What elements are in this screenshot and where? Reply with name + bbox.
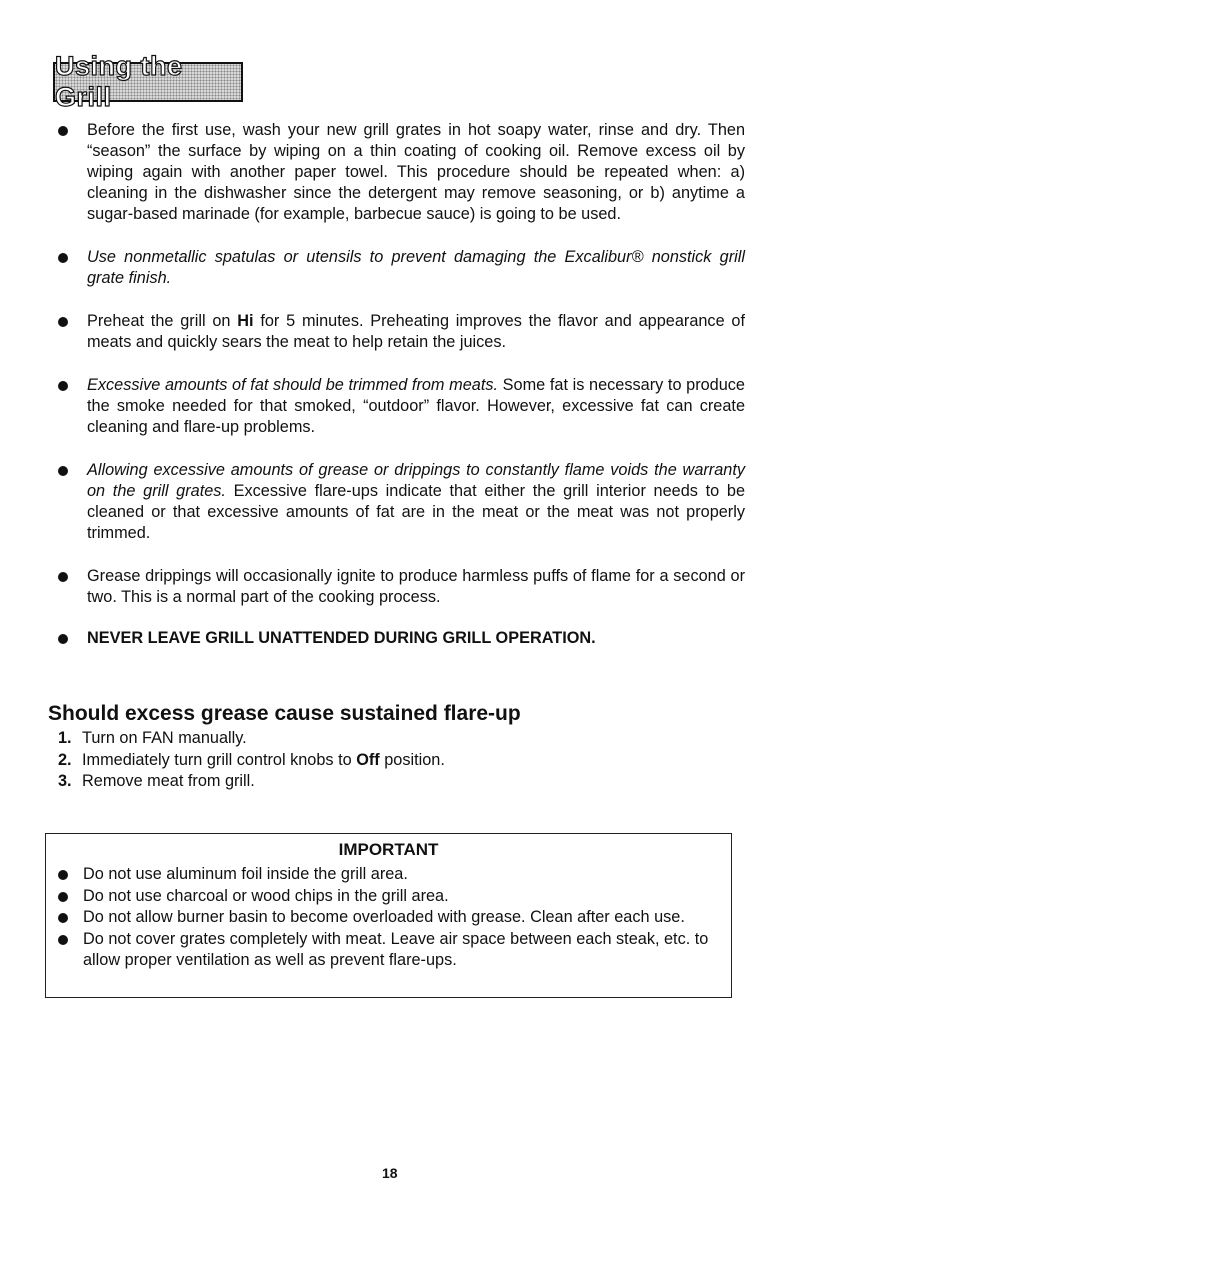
section-title: Using the Grill bbox=[55, 51, 183, 112]
bullet-grease-drippings: Grease drippings will occasionally ignite to produce harmless puffs of flame for a second or two. This is a normal part of the cooking process. bbox=[55, 566, 745, 608]
flareup-heading: Should excess grease cause sustained flare-up bbox=[48, 702, 521, 725]
usage-bullet-list bbox=[55, 120, 745, 671]
bullet-dot-icon bbox=[58, 935, 68, 945]
bullet-trim-fat: Excessive amounts of fat should be trimmed from meats. Some fat is necessary to produce the smoke needed for that smoked, “outdoor” flavor. However, excessive fat can create cleaning and flare-up problems. bbox=[55, 375, 745, 438]
bullet-never-unattended: NEVER LEAVE GRILL UNATTENDED DURING GRILL OPERATION. bbox=[55, 628, 745, 649]
bullet-dot-icon bbox=[58, 317, 68, 327]
flareup-steps bbox=[58, 728, 445, 793]
important-item: Do not cover grates completely with meat. Leave air space between each steak, etc. to allow proper ventilation as well as prevent flare-ups. bbox=[56, 929, 723, 972]
section-title-box bbox=[53, 51, 243, 112]
important-item: Do not use charcoal or wood chips in the grill area. bbox=[56, 886, 723, 908]
bullet-dot-icon bbox=[58, 913, 68, 923]
step-item: 1. Turn on FAN manually. bbox=[58, 729, 247, 747]
bullet-nonmetallic-utensils: Use nonmetallic spatulas or utensils to prevent damaging the Excalibur® nonstick grill grate finish. bbox=[55, 247, 745, 289]
important-box bbox=[45, 833, 732, 998]
important-item: Do not allow burner basin to become overloaded with grease. Clean after each use. bbox=[56, 907, 723, 929]
bullet-dot-icon bbox=[58, 466, 68, 476]
page-number: 18 bbox=[382, 1165, 398, 1181]
bullet-dot-icon bbox=[58, 126, 68, 136]
bullet-dot-icon bbox=[58, 253, 68, 263]
bullet-preheat: Preheat the grill on Hi for 5 minutes. Preheating improves the flavor and appearance of meats and quickly sears the meat to help retain the juices. bbox=[55, 311, 745, 353]
bullet-warranty: Allowing excessive amounts of grease or drippings to constantly flame voids the warranty on the grill grates. Excessive flare-ups indicate that either the grill interior needs to be cleaned or that excessive amounts of fat are in the meat or the meat was not properly trimmed. bbox=[55, 460, 745, 544]
bullet-dot-icon bbox=[58, 870, 68, 880]
bullet-dot-icon bbox=[58, 634, 68, 644]
step-item: 2. Immediately turn grill control knobs to Off position. bbox=[58, 750, 445, 769]
important-title: IMPORTANT bbox=[338, 840, 439, 859]
step-item: 3. Remove meat from grill. bbox=[58, 772, 255, 790]
bullet-dot-icon bbox=[58, 572, 68, 582]
bullet-first-use: Before the first use, wash your new grill grates in hot soapy water, rinse and dry. Then “season” the surface by wiping on a thin coating of cooking oil. Remove excess oil by wiping again with another paper towel. This procedure should be repeated when: a) cleaning in the dishwasher since the detergent may remove seasoning, or b) anytime a sugar-based marinade (for example, barbecue sauce) is going to be used. bbox=[55, 120, 745, 225]
important-item: Do not use aluminum foil inside the grill area. bbox=[56, 864, 723, 886]
bullet-dot-icon bbox=[58, 892, 68, 902]
bullet-dot-icon bbox=[58, 381, 68, 391]
important-list bbox=[46, 864, 731, 972]
